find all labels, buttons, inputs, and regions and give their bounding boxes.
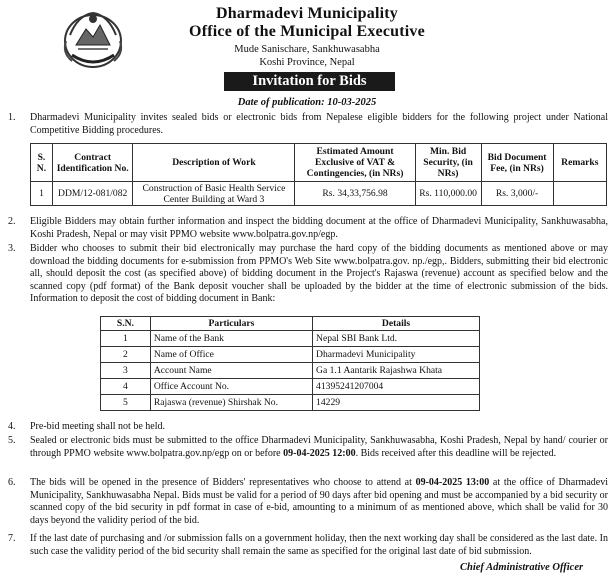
office-title: Office of the Municipal Executive	[189, 23, 425, 40]
table-header-cell: S.N.	[101, 317, 151, 331]
org-name: Dharmadevi Municipality	[216, 5, 398, 22]
paragraph-text: Eligible Bidders may obtain further information and inspect the bidding document at the office of Dharmadevi Municipality, Sankhuwasabha, Koshi Pradesh, Nepal or may visit PPMO website www.bolpatra.gov.np/egp.	[30, 216, 608, 240]
table-cell: Ga 1.1 Aantarik Rajashwa Khata	[313, 363, 480, 379]
paragraph-1	[8, 112, 608, 140]
table-cell: 4	[101, 379, 151, 395]
notice-banner: Invitation for Bids	[224, 72, 395, 91]
paragraph-text-part: at the office of Dharmadevi Municipality, Sankhuwasabha Nepal. Bids must be valid for a period of 90 days after bid opening and must be accompanied by a bid security or scanned copy of the bid security in pdf format in case of e-bid, amounting to a minimum of as mentioned above, which shall be valid for 30 days beyond the validity period of the bid.	[30, 477, 608, 526]
table-row	[101, 395, 480, 411]
submission-deadline: 09-04-2025 12:00	[283, 447, 356, 459]
table-cell: Name of the Bank	[150, 331, 312, 347]
table-header-cell: Bid Document Fee, (in NRs)	[481, 144, 553, 182]
table-row	[101, 363, 480, 379]
table-cell: Account Name	[150, 363, 312, 379]
paragraph-3	[8, 243, 608, 313]
table-cell: 1	[101, 331, 151, 347]
table-header-cell: Description of Work	[133, 144, 295, 182]
bid-opening-time: 09-04-2025 13:00	[415, 477, 490, 488]
table-row	[101, 331, 480, 347]
table-header-cell: Remarks	[553, 144, 606, 182]
address-line-1: Mude Sanischare, Sankhuwasabha	[234, 44, 380, 55]
table-header-row	[101, 317, 480, 331]
table-cell: 14229	[313, 395, 480, 411]
paragraph-text-part: . Bids received after this deadline will be rejected.	[355, 447, 557, 459]
table-header-cell: Details	[313, 317, 480, 331]
table-cell: Rs. 110,000.00	[415, 182, 481, 206]
paragraph-number: 5.	[8, 435, 16, 446]
publication-date: Date of publication: 10-03-2025	[237, 97, 377, 108]
table-header-cell: Contract Identification No.	[52, 144, 132, 182]
table-cell: Office Account No.	[150, 379, 312, 395]
paragraph-5	[8, 435, 608, 475]
table-cell: Rajaswa (revenue) Shirshak No.	[150, 395, 312, 411]
paragraph-text	[30, 477, 608, 527]
table-cell: Rs. 3,000/-	[481, 182, 553, 206]
paragraph-text-part: The bids will be opened in the presence of Bidders' representatives who choose to attend at	[30, 477, 416, 488]
table-row	[101, 379, 480, 395]
table-cell: 41395241207004	[313, 379, 480, 395]
paragraph-text: Bidder who chooses to submit their bid electronically may purchase the hard copy of the bidding documents as mentioned above or may download the bidding documents for e-submission from PPMO's Web Site www.bolpatra.gov. np./egp,. Bidders, submitting their bid electronic all, should deposit the cost (as specified above) of bidding document in the Project's Rajaswa (revenue) account as specified below and the scanned copy (pdf format) of the Bank deposit voucher shall be uploaded by the bidder at the time of electronic submission of the bids. Information to deposit the cost of bidding document in Bank:	[30, 243, 608, 305]
table-cell: 5	[101, 395, 151, 411]
table-header-row	[31, 144, 607, 182]
paragraph-number: 3.	[8, 243, 16, 254]
paragraph-text: Dharmadevi Municipality invites sealed bids or electronic bids from Nepalese eligible bidders for the following project under National Competitive Bidding procedures.	[30, 112, 608, 136]
paragraph-text-part: Sealed or electronic bids must be submitted to the office Dharmadevi Municipality, Sankhuwasabha, Koshi Pradesh, Nepal by hand/ courier or through PPMO website www.bolpatra.gov.np/egp on or before	[30, 435, 608, 459]
table-cell	[553, 182, 606, 206]
table-cell: Nepal SBI Bank Ltd.	[313, 331, 480, 347]
table-cell: 2	[101, 347, 151, 363]
table-cell: Dharmadevi Municipality	[313, 347, 480, 363]
table-header-cell: Particulars	[150, 317, 312, 331]
paragraph-number: 1.	[8, 112, 16, 123]
paragraph-4	[8, 421, 608, 434]
table-cell: Name of Office	[150, 347, 312, 363]
paragraph-text: If the last date of purchasing and /or submission falls on a government holiday, then the next working day shall be considered as the last date. In such case the validity period of the bid security shall remain the same as specified for the original last date of bid submission.	[30, 533, 608, 557]
paragraph-number: 2.	[8, 216, 16, 227]
table-header-cell: S. N.	[31, 144, 53, 182]
table-header-cell: Min. Bid Security, (in NRs)	[415, 144, 481, 182]
table-cell: 1	[31, 182, 53, 206]
paragraph-text: Pre-bid meeting shall not be held.	[30, 421, 165, 432]
bid-table	[30, 143, 607, 206]
paragraph-number: 7.	[8, 533, 16, 544]
table-header-cell: Estimated Amount Exclusive of VAT & Contingencies, (in NRs)	[295, 144, 415, 182]
bank-details-table	[100, 316, 480, 411]
table-row	[101, 347, 480, 363]
signatory-title: Chief Administrative Officer	[460, 562, 584, 573]
table-cell: Construction of Basic Health Service Center Building at Ward 3	[133, 182, 295, 206]
table-row	[31, 182, 607, 206]
paragraph-text	[30, 435, 608, 460]
paragraph-2	[8, 216, 608, 242]
table-cell: DDM/12-081/082	[52, 182, 132, 206]
table-cell: Rs. 34,33,756.98	[295, 182, 415, 206]
paragraph-6	[8, 477, 608, 530]
address-line-2: Koshi Province, Nepal	[259, 57, 355, 68]
paragraph-number: 6.	[8, 477, 16, 488]
table-cell: 3	[101, 363, 151, 379]
paragraph-7	[8, 533, 608, 561]
paragraph-number: 4.	[8, 421, 16, 432]
